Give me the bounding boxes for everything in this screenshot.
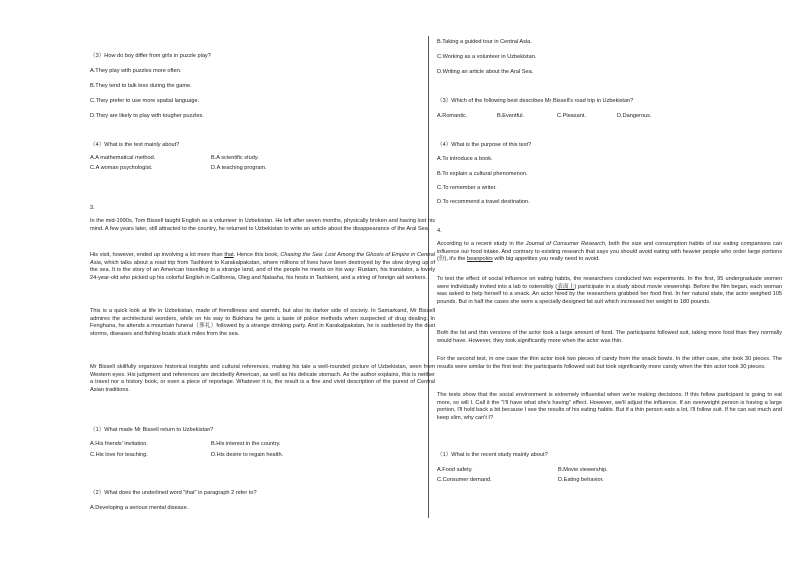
question-stem: （3）Which of the following best describes Mr Bissell's road trip in Uzbekistan? [437, 98, 634, 104]
option-a: A.To introduce a book. [437, 156, 493, 162]
option-a: A.A mathematical method. [90, 155, 156, 161]
passage-number: 3. [90, 205, 95, 211]
paragraph: Mr Bissell skillfully organizes historical insights and cultural references, making his tale a well-rounded picture of Uzbekistan, seen from Western eyes. His judgment and references are decidedly American, as well as his delicate stomach. As the author explains, this is neither a travel nor a history book, or even a piece of reportage. Whatever it is, the result is a fine and vivid description of the purest of Central Asian traditions. [90, 364, 435, 393]
option-b: B.Eventful. [497, 113, 525, 119]
option-d: D.They are likely to play with tougher puzzles. [90, 113, 204, 119]
question-stem: （4）What is the purpose of this text? [437, 142, 532, 148]
book-title: Chasing the Sea: Lost Among the Ghosts of Empire in Central Asia [90, 252, 436, 266]
option-a: A.Developing a serious mental disease. [90, 505, 189, 511]
option-a: A.Romantic. [437, 113, 468, 119]
option-c: C.Working as a volunteer in Uzbekistan. [437, 54, 537, 60]
option-d: D.To recommend a travel destination. [437, 199, 530, 205]
question-stem: （4）What is the text mainly about? [90, 142, 180, 148]
paragraph: In the mid-1990s, Tom Bissell taught English as a volunteer in Uzbekistan. He left after seven months, physically broken and having lost his mind. A few years later, still attracted to the country, he returned to Uzbekistan to write an article about the disappearance of the Aral Sea. [90, 218, 435, 232]
paragraph: The tests show that the social environment is extremely influential when we're making decisions. If this fellow participant is going to eat more, so will I. Call it the "I'll have what she's having" effect. However, we'll adjust the influence. If an overweight person is having a large portion, I'll hold back a bit because I see the results of his eating habits. But if a thin person eats a lot, I'll follow suit. If he can eat much and keep slim, why can't I? [437, 392, 782, 421]
question-stem: （2）What does the underlined word "that" in paragraph 2 refer to? [90, 490, 257, 496]
paragraph: Both the fat and thin versions of the actor took a large amount of food. The participants followed suit, taking more food than they normally would have. However, they took significantly more when the actor was thin. [437, 330, 782, 344]
paragraph: For the second test, in one case the thin actor took two pieces of candy from the snack bowls. In the other case, she took 30 pieces. The results were similar to the first test: the participants followed suit but took significantly more candy when the thin actor took 30 pieces. [437, 356, 782, 370]
underlined-word: that [224, 252, 234, 258]
paragraph: According to a recent study in the Journal of Consumer Research, both the size and consumption habits of our eating companions can influence our food intake. And contrary to existing research that says you should avoid eating with heavier people who order large portions (份), it's the beanpoles with big appetites you really need to avoid. [437, 241, 782, 263]
option-b: B.They tend to talk less during the game. [90, 83, 192, 89]
option-c: C.Consumer demand. [437, 477, 492, 483]
underlined-word: beanpoles [466, 256, 493, 263]
option-c: C.To remember a writer. [437, 185, 497, 191]
option-b: B.Movie viewership. [558, 467, 608, 473]
paragraph: His visit, however, ended up involving a lot more than that. Hence this book, Chasing the Sea: Lost Among the Ghosts of Empire in Central Asia, which talks about a road trip from Tashkent to Karakalpakstan, where millions of lives have been destroyed by the slow drying up of the sea. It is the story of an American travelling to a strange land, and of the people he meets on his way: Rustam, his translator, a lovely 24-year-old who picked up his colorful English in California, Oleg and Natasha, his hosts in Tashkent, and a string of foreign aid workers. [90, 252, 436, 281]
question-stem: （1）What made Mr Bissell return to Uzbekistan? [90, 427, 214, 433]
question-stem: （3）How do boy differ from girls in puzzle play? [90, 53, 211, 59]
option-c: C.His love for teaching. [90, 452, 148, 458]
paragraph: To test the effect of social influence on eating habits, the researchers conducted two experiments. In the first, 95 undergraduate women were individually invited into a lab to ostensibly (表面上) participate in a study about movie viewership. Before the film began, each woman was asked to help herself to a snack. An actor hired by the researchers grabbed her food first. In her natural state, the actor weighed 105 pounds. But in half the cases she wore a specially designed fat suit which increased her weight to 180 pounds. [437, 276, 782, 305]
option-d: D.A teaching program. [211, 165, 267, 171]
paragraph: This is a quick look at life in Uzbekistan, made of friendliness and warmth, but also its darker side of society. In Samarkand, Mr Bissell admires the architectural wonders, while on his way to Bukhara he gets a taste of police methods when suspected of drug dealing. In Fenghana, he attends a mountain funeral（葬礼）followed by a strange drinking party. And in Karakalpakstan, he is saddened by the dust storms, diseases and fishing boats stuck miles from the sea. [90, 308, 435, 337]
option-a: A.Food safety. [437, 467, 473, 473]
question-stem: （1）What is the recent study mainly about? [437, 452, 548, 458]
option-a: A.They play with puzzles more often. [90, 68, 182, 74]
option-b: B.A scientific study. [211, 155, 259, 161]
option-d: D.Eating behavior. [558, 477, 604, 483]
option-c: C.A woman psychologist. [90, 165, 153, 171]
option-b: B.His interest in the country. [211, 441, 281, 447]
underlined-word: 表面上 [557, 283, 575, 290]
journal-title: Journal of Consumer Research [525, 241, 605, 247]
option-c: C.Pleasant. [557, 113, 586, 119]
option-d: D.Dangerous. [617, 113, 652, 119]
option-c: C.They prefer to use more spatial language. [90, 98, 200, 104]
option-b: B.Taking a guided tour in Central Asia. [437, 39, 532, 45]
passage-number: 4. [437, 228, 442, 234]
option-b: B.To explain a cultural phenomenon. [437, 171, 528, 177]
option-a: A.His friends' invitation. [90, 441, 148, 447]
option-d: D.Writing an article about the Aral Sea. [437, 69, 534, 75]
option-d: D.His desire to regain health. [211, 452, 284, 458]
